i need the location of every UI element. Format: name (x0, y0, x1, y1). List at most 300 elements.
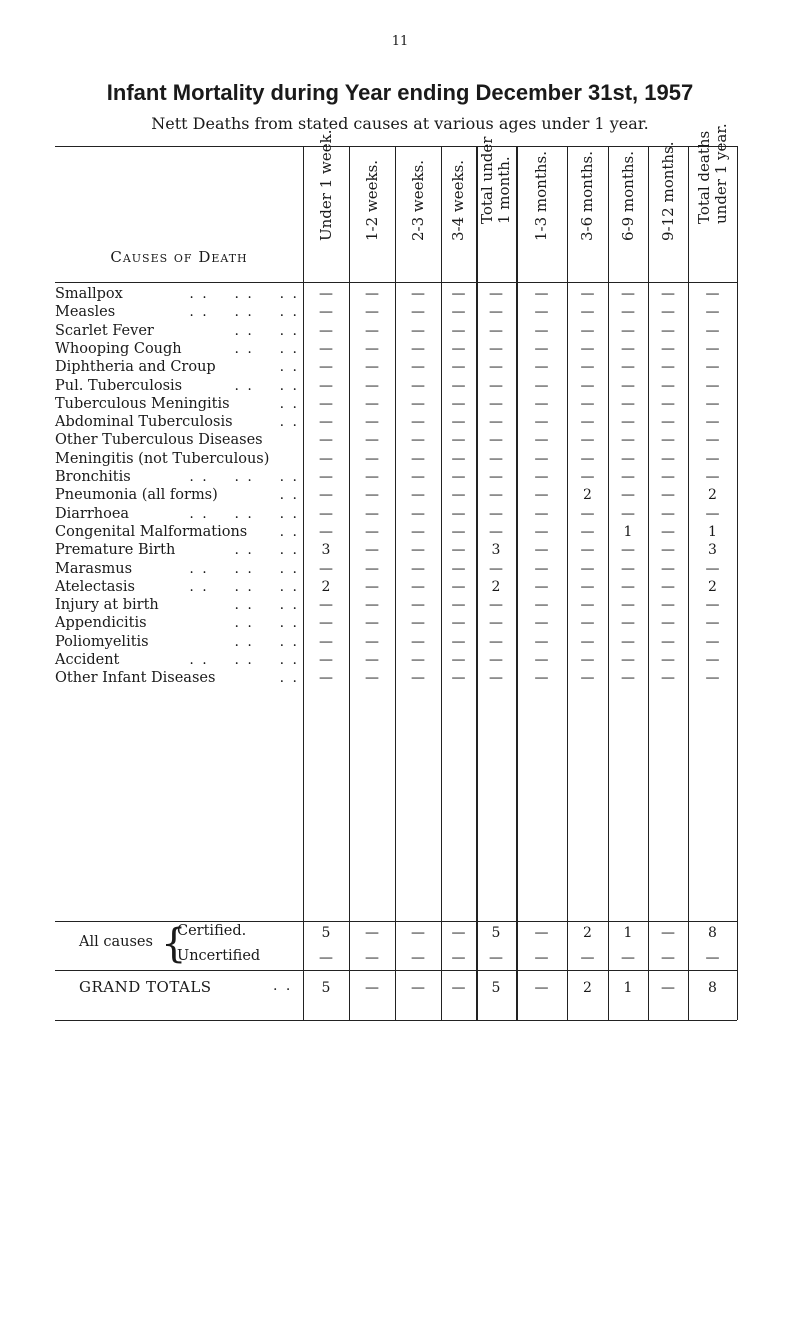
table-row-cell: — (489, 633, 503, 650)
table-row-cell: — (705, 432, 720, 449)
table-row-cell: — (365, 322, 379, 339)
table-row-cell: — (319, 432, 333, 449)
grand-totals-row-cell: 5 (491, 980, 501, 996)
column-header-line: 6-9 months. (618, 151, 637, 241)
column-header-line: 3-4 weeks. (449, 159, 467, 241)
table-row-cell: — (661, 359, 675, 376)
table-row-cell: — (580, 414, 595, 431)
grand-totals-row-cell: 5 (321, 980, 331, 996)
table-row-cell: — (580, 286, 595, 302)
table-row-cell: — (451, 597, 466, 614)
row-label: Injury at birth (55, 597, 159, 614)
table-row-cell: — (489, 432, 503, 449)
table-row-cell: — (661, 304, 675, 321)
table-row-cell: — (621, 652, 635, 668)
table-row-cell: — (489, 286, 503, 302)
table-row-cell: — (621, 432, 635, 449)
column-header (567, 152, 608, 258)
table-row-cell: — (621, 505, 635, 522)
table-row-cell: — (411, 469, 425, 485)
row-label: Other Infant Diseases (55, 670, 216, 687)
table-row-cell: — (705, 633, 720, 650)
table-row-cell: — (451, 432, 466, 449)
row-label: Pul. Tuberculosis (55, 377, 183, 394)
table-row-cell: — (365, 395, 379, 412)
table-row-cell: — (489, 359, 503, 376)
table-row-cell: — (661, 340, 675, 357)
grand-totals-row-cell: — (411, 980, 425, 996)
table-row-cell: — (451, 523, 466, 540)
table-row-cell: — (580, 542, 595, 559)
table-row-cell: — (451, 286, 466, 302)
table-row-cell: — (489, 414, 503, 431)
row-label: Other Tuberculous Diseases (55, 432, 263, 449)
leader-dots: . . . . (234, 597, 299, 614)
leader-dots: . . . . . . (189, 286, 299, 302)
uncertified-label: Uncertified (177, 948, 261, 964)
table-row-cell: — (365, 432, 379, 449)
table-row-cell: — (319, 395, 333, 412)
table-row-cell: — (534, 432, 549, 449)
table-row-cell: — (534, 542, 549, 559)
table-row-cell: — (580, 523, 595, 540)
leader-dots: . . (273, 978, 293, 994)
table-row-cell: — (319, 359, 333, 376)
table-row-cell: — (319, 597, 333, 614)
grand-totals-row-cell: 8 (708, 980, 717, 996)
table-row-cell: — (705, 359, 720, 376)
row-label: Bronchitis (55, 469, 131, 485)
table-row-cell: — (411, 597, 425, 614)
uncertified-row-cell: — (451, 950, 466, 966)
table-row-cell: — (319, 505, 333, 522)
uncertified-row-cell: — (319, 950, 333, 966)
uncertified-row-cell: — (661, 950, 675, 966)
table-row-cell: — (319, 560, 333, 577)
table-row-cell: — (534, 615, 549, 632)
column-header-line: Under 1 week. (316, 129, 335, 241)
causes-of-death-header: Causes of Death (110, 248, 248, 266)
table-row-cell: — (451, 615, 466, 632)
table-row-cell: — (580, 322, 595, 339)
table-row-cell: — (365, 523, 379, 540)
table-row-cell: — (319, 322, 333, 339)
column-header (688, 123, 737, 258)
table-row-cell: — (365, 377, 379, 394)
table-row-cell: — (534, 377, 549, 394)
table-row-cell: — (705, 652, 720, 668)
table-row-cell: — (489, 615, 503, 632)
table-row-cell: — (451, 542, 466, 559)
table-row-cell: — (489, 377, 503, 394)
table-row-cell: — (661, 633, 675, 650)
column-header (395, 152, 441, 258)
table-row-cell: — (580, 633, 595, 650)
table-row-cell: 2 (708, 487, 717, 504)
table-row-cell: — (365, 652, 379, 668)
table-row-cell: — (451, 359, 466, 376)
column-header-line: 1-3 months. (532, 151, 550, 241)
table-row-cell: — (489, 670, 503, 687)
table-row-cell: — (319, 670, 333, 687)
table-row-cell: — (705, 414, 720, 431)
table-row-cell: — (534, 395, 549, 412)
certified-row-cell: — (365, 925, 379, 941)
row-label: Marasmus (55, 560, 133, 577)
table-row-cell: — (411, 359, 425, 376)
table-row-cell: — (621, 615, 635, 632)
leader-dots: . . (279, 359, 299, 376)
table-row-cell: — (705, 505, 720, 522)
leader-dots: . . . . (234, 340, 299, 357)
table-row-cell: — (319, 377, 333, 394)
grand-totals-row-cell: 1 (623, 980, 633, 996)
table-row-cell: — (489, 340, 503, 357)
certified-row-cell: — (411, 925, 425, 941)
table-row-cell: — (534, 652, 549, 668)
row-label: Diphtheria and Croup (55, 359, 216, 376)
table-row-cell: — (661, 395, 675, 412)
table-row-cell: — (319, 523, 333, 540)
table-row-cell: — (621, 395, 635, 412)
column-header-line: under 1 year. (711, 123, 730, 224)
table-row-cell: — (534, 450, 549, 467)
table-row-cell: — (580, 615, 595, 632)
table-row-cell: — (411, 542, 425, 559)
table-row-cell: — (580, 652, 595, 668)
row-label: Diarrhoea (55, 505, 130, 522)
uncertified-row-cell: — (365, 950, 379, 966)
table-row-cell: — (534, 523, 549, 540)
table-row-cell: — (661, 578, 675, 595)
table-row-cell: — (621, 304, 635, 321)
table-row-cell: — (705, 304, 720, 321)
table-row-cell: — (621, 670, 635, 687)
uncertified-row-cell: — (580, 950, 595, 966)
table-row-cell: — (411, 578, 425, 595)
table-row-cell: — (489, 395, 503, 412)
table-row-cell: — (365, 469, 379, 485)
row-label: Premature Birth (55, 542, 176, 559)
certified-row-cell: 1 (623, 925, 633, 941)
table-row-cell: — (534, 286, 549, 302)
table-row-cell: — (365, 450, 379, 467)
table-row-cell: — (489, 597, 503, 614)
table-row-cell: — (534, 597, 549, 614)
table-row-cell: — (319, 304, 333, 321)
certified-label: Certified. (177, 923, 247, 939)
header-bottom-rule (55, 282, 737, 283)
table-row-cell: — (534, 505, 549, 522)
table-row-cell: — (411, 450, 425, 467)
leader-dots: . . . . . . (189, 578, 299, 595)
table-row-cell: 2 (708, 578, 717, 595)
certified-row-cell: — (451, 925, 466, 941)
leader-dots: . . . . (234, 542, 299, 559)
certified-row-cell: 5 (491, 925, 501, 941)
table-row-cell: — (705, 377, 720, 394)
table-row-cell: — (365, 286, 379, 302)
table-row-cell: — (365, 633, 379, 650)
table-row-cell: — (661, 432, 675, 449)
column-header (441, 152, 476, 258)
table-row-cell: — (705, 450, 720, 467)
table-row-cell: — (411, 414, 425, 431)
table-row-cell: — (451, 395, 466, 412)
body-bottom-rule (55, 921, 737, 922)
table-row-cell: — (661, 560, 675, 577)
table-row-cell: — (621, 542, 635, 559)
table-row-cell: — (534, 322, 549, 339)
table-row-cell: — (580, 469, 595, 485)
table-row-cell: — (580, 670, 595, 687)
row-label: Abdominal Tuberculosis (55, 414, 233, 431)
table-row-cell: — (621, 286, 635, 302)
table-row-cell: — (451, 304, 466, 321)
uncertified-row-cell: — (705, 950, 720, 966)
grand-totals-row-cell: 2 (583, 980, 592, 996)
table-row-cell: 3 (708, 542, 717, 559)
column-header (648, 141, 688, 258)
table-row-cell: — (621, 487, 635, 504)
page-subtitle: Nett Deaths from stated causes at various ages under 1 year. (151, 114, 649, 133)
column-header (476, 136, 516, 258)
table-row-cell: — (705, 340, 720, 357)
table-row-cell: — (319, 286, 333, 302)
column-header (516, 152, 567, 258)
table-row-cell: — (621, 414, 635, 431)
row-label: Congenital Malformations (55, 523, 248, 540)
table-row-cell: — (365, 359, 379, 376)
table-row-cell: — (489, 304, 503, 321)
certified-row-cell: — (661, 925, 675, 941)
table-row-cell: — (621, 597, 635, 614)
table-row-cell: — (365, 542, 379, 559)
table-row-cell: — (451, 652, 466, 668)
table-row-cell: — (365, 615, 379, 632)
table-row-cell: 1 (708, 523, 717, 540)
table-row-cell: — (489, 322, 503, 339)
table-row-cell: — (411, 304, 425, 321)
table-row-cell: — (705, 560, 720, 577)
table-row-cell: — (661, 322, 675, 339)
table-row-cell: — (661, 542, 675, 559)
table-row-cell: 3 (491, 542, 501, 559)
page-title: Infant Mortality during Year ending December 31st, 1957 (106, 80, 694, 105)
table-row-cell: — (489, 652, 503, 668)
table-row-cell: — (319, 615, 333, 632)
uncertified-row-cell: — (621, 950, 635, 966)
row-label: Scarlet Fever (55, 322, 154, 339)
table-row-cell: — (489, 560, 503, 577)
table-row-cell: — (451, 322, 466, 339)
column-header-line: 2-3 weeks. (408, 159, 427, 241)
table-row-cell: — (534, 670, 549, 687)
table-row-cell: — (661, 670, 675, 687)
table-row-cell: — (661, 377, 675, 394)
column-divider-right (737, 146, 738, 1020)
table-row-cell: — (365, 304, 379, 321)
row-label: Atelectasis (55, 578, 135, 595)
certified-row-cell: 5 (321, 925, 331, 941)
row-label: Smallpox (55, 286, 123, 302)
table-row-cell: — (534, 340, 549, 357)
grand-totals-label: GRAND TOTALS (79, 978, 212, 996)
table-row-cell: — (705, 322, 720, 339)
table-row-cell: — (705, 395, 720, 412)
page-number: 11 (391, 34, 409, 49)
column-header-line: Total under (478, 136, 496, 224)
table-row-cell: — (365, 560, 379, 577)
table-row-cell: 2 (583, 487, 592, 504)
table-row-cell: — (411, 652, 425, 668)
table-row-cell: — (451, 450, 466, 467)
column-header-line: 9-12 months. (658, 141, 677, 241)
table-row-cell: — (411, 560, 425, 577)
table-row-cell: — (621, 560, 635, 577)
grand-totals-row-cell: — (661, 980, 675, 996)
table-row-cell: — (411, 432, 425, 449)
leader-dots: . . . . (234, 615, 299, 632)
table-row-cell: — (411, 395, 425, 412)
table-row-cell: — (661, 597, 675, 614)
table-row-cell: — (411, 377, 425, 394)
table-row-cell: — (580, 450, 595, 467)
table-row-cell: — (411, 670, 425, 687)
table-row-cell: — (451, 505, 466, 522)
row-label: Measles (55, 304, 116, 321)
table-row-cell: — (489, 505, 503, 522)
table-row-cell: — (451, 633, 466, 650)
table-row-cell: — (319, 633, 333, 650)
table-row-cell: — (661, 615, 675, 632)
certified-row-cell: 2 (583, 925, 592, 941)
table-row-cell: — (621, 469, 635, 485)
leader-dots: . . (279, 670, 299, 687)
table-row-cell: — (661, 505, 675, 522)
table-row-cell: — (411, 487, 425, 504)
grand-totals-row-cell: — (365, 980, 379, 996)
table-row-cell: — (534, 560, 549, 577)
grand-totals-row-cell: — (534, 980, 549, 996)
table-row-cell: — (365, 340, 379, 357)
leader-dots: . . . . . . (189, 652, 299, 668)
column-header-line: 3-6 months. (578, 151, 596, 241)
grand-totals-row-cell: — (451, 980, 466, 996)
leader-dots: . . . . . . (189, 304, 299, 321)
table-row-cell: — (411, 322, 425, 339)
table-row-cell: — (411, 340, 425, 357)
leader-dots: . . . . . . (189, 560, 299, 577)
row-label: Appendicitis (55, 615, 147, 632)
table-row-cell: — (489, 487, 503, 504)
table-row-cell: — (534, 469, 549, 485)
leader-dots: . . . . (234, 633, 299, 650)
table-row-cell: — (661, 469, 675, 485)
table-row-cell: — (621, 340, 635, 357)
table-row-cell: — (411, 615, 425, 632)
table-row-cell: — (705, 670, 720, 687)
table-row-cell: — (580, 578, 595, 595)
table-row-cell: — (580, 304, 595, 321)
table-row-cell: — (580, 560, 595, 577)
table-row-cell: 2 (321, 578, 331, 595)
table-row-cell: — (580, 505, 595, 522)
table-row-cell: — (661, 286, 675, 302)
table-row-cell: — (489, 523, 503, 540)
table-row-cell: — (365, 578, 379, 595)
uncertified-row-cell: — (411, 950, 425, 966)
table-row-cell: — (534, 633, 549, 650)
table-row-cell: — (661, 450, 675, 467)
table-row-cell: — (411, 633, 425, 650)
table-row-cell: — (580, 377, 595, 394)
table-row-cell: — (319, 450, 333, 467)
table-bottom-rule (55, 1020, 737, 1021)
row-label: Tuberculous Meningitis (55, 395, 230, 412)
table-row-cell: 1 (623, 523, 633, 540)
table-row-cell: — (319, 414, 333, 431)
column-header-line: 1 month. (495, 156, 513, 224)
table-row-cell: — (621, 450, 635, 467)
column-header (349, 152, 395, 258)
table-row-cell: — (451, 670, 466, 687)
table-row-cell: — (705, 469, 720, 485)
row-label: Pneumonia (all forms) (55, 487, 218, 504)
table-row-cell: — (365, 505, 379, 522)
all-causes-bottom-rule (55, 970, 737, 971)
column-header (608, 152, 648, 258)
table-row-cell: — (661, 523, 675, 540)
table-row-cell: — (534, 304, 549, 321)
table-row-cell: — (621, 377, 635, 394)
table-row-cell: — (534, 414, 549, 431)
leader-dots: . . (279, 487, 299, 504)
table-top-rule (55, 146, 737, 147)
table-row-cell: — (451, 560, 466, 577)
row-label: Poliomyelitis (55, 633, 149, 650)
table-row-cell: — (489, 469, 503, 485)
brace-icon: { (161, 921, 187, 967)
table-row-cell: — (319, 487, 333, 504)
leader-dots: . . . . (234, 377, 299, 394)
leader-dots: . . . . . . (189, 505, 299, 522)
leader-dots: . . . . . . (189, 469, 299, 485)
table-row-cell: — (319, 652, 333, 668)
table-row-cell: — (580, 340, 595, 357)
column-header-line: 1-2 weeks. (362, 159, 381, 241)
table-row-cell: — (621, 578, 635, 595)
table-row-cell: — (621, 359, 635, 376)
table-row-cell: — (451, 578, 466, 595)
table-row-cell: — (580, 432, 595, 449)
table-row-cell: 3 (321, 542, 331, 559)
table-row-cell: — (661, 414, 675, 431)
table-row-cell: — (489, 450, 503, 467)
certified-row-cell: — (534, 925, 549, 941)
table-row-cell: — (319, 469, 333, 485)
table-row-cell: — (319, 340, 333, 357)
table-row-cell: — (365, 414, 379, 431)
table-row-cell: — (451, 469, 466, 485)
table-row-cell: — (661, 652, 675, 668)
table-row-cell: — (451, 340, 466, 357)
table-row-cell: — (705, 615, 720, 632)
row-label: Accident (55, 652, 120, 668)
table-row-cell: — (621, 322, 635, 339)
table-row-cell: — (451, 414, 466, 431)
leader-dots: . . (279, 523, 299, 540)
